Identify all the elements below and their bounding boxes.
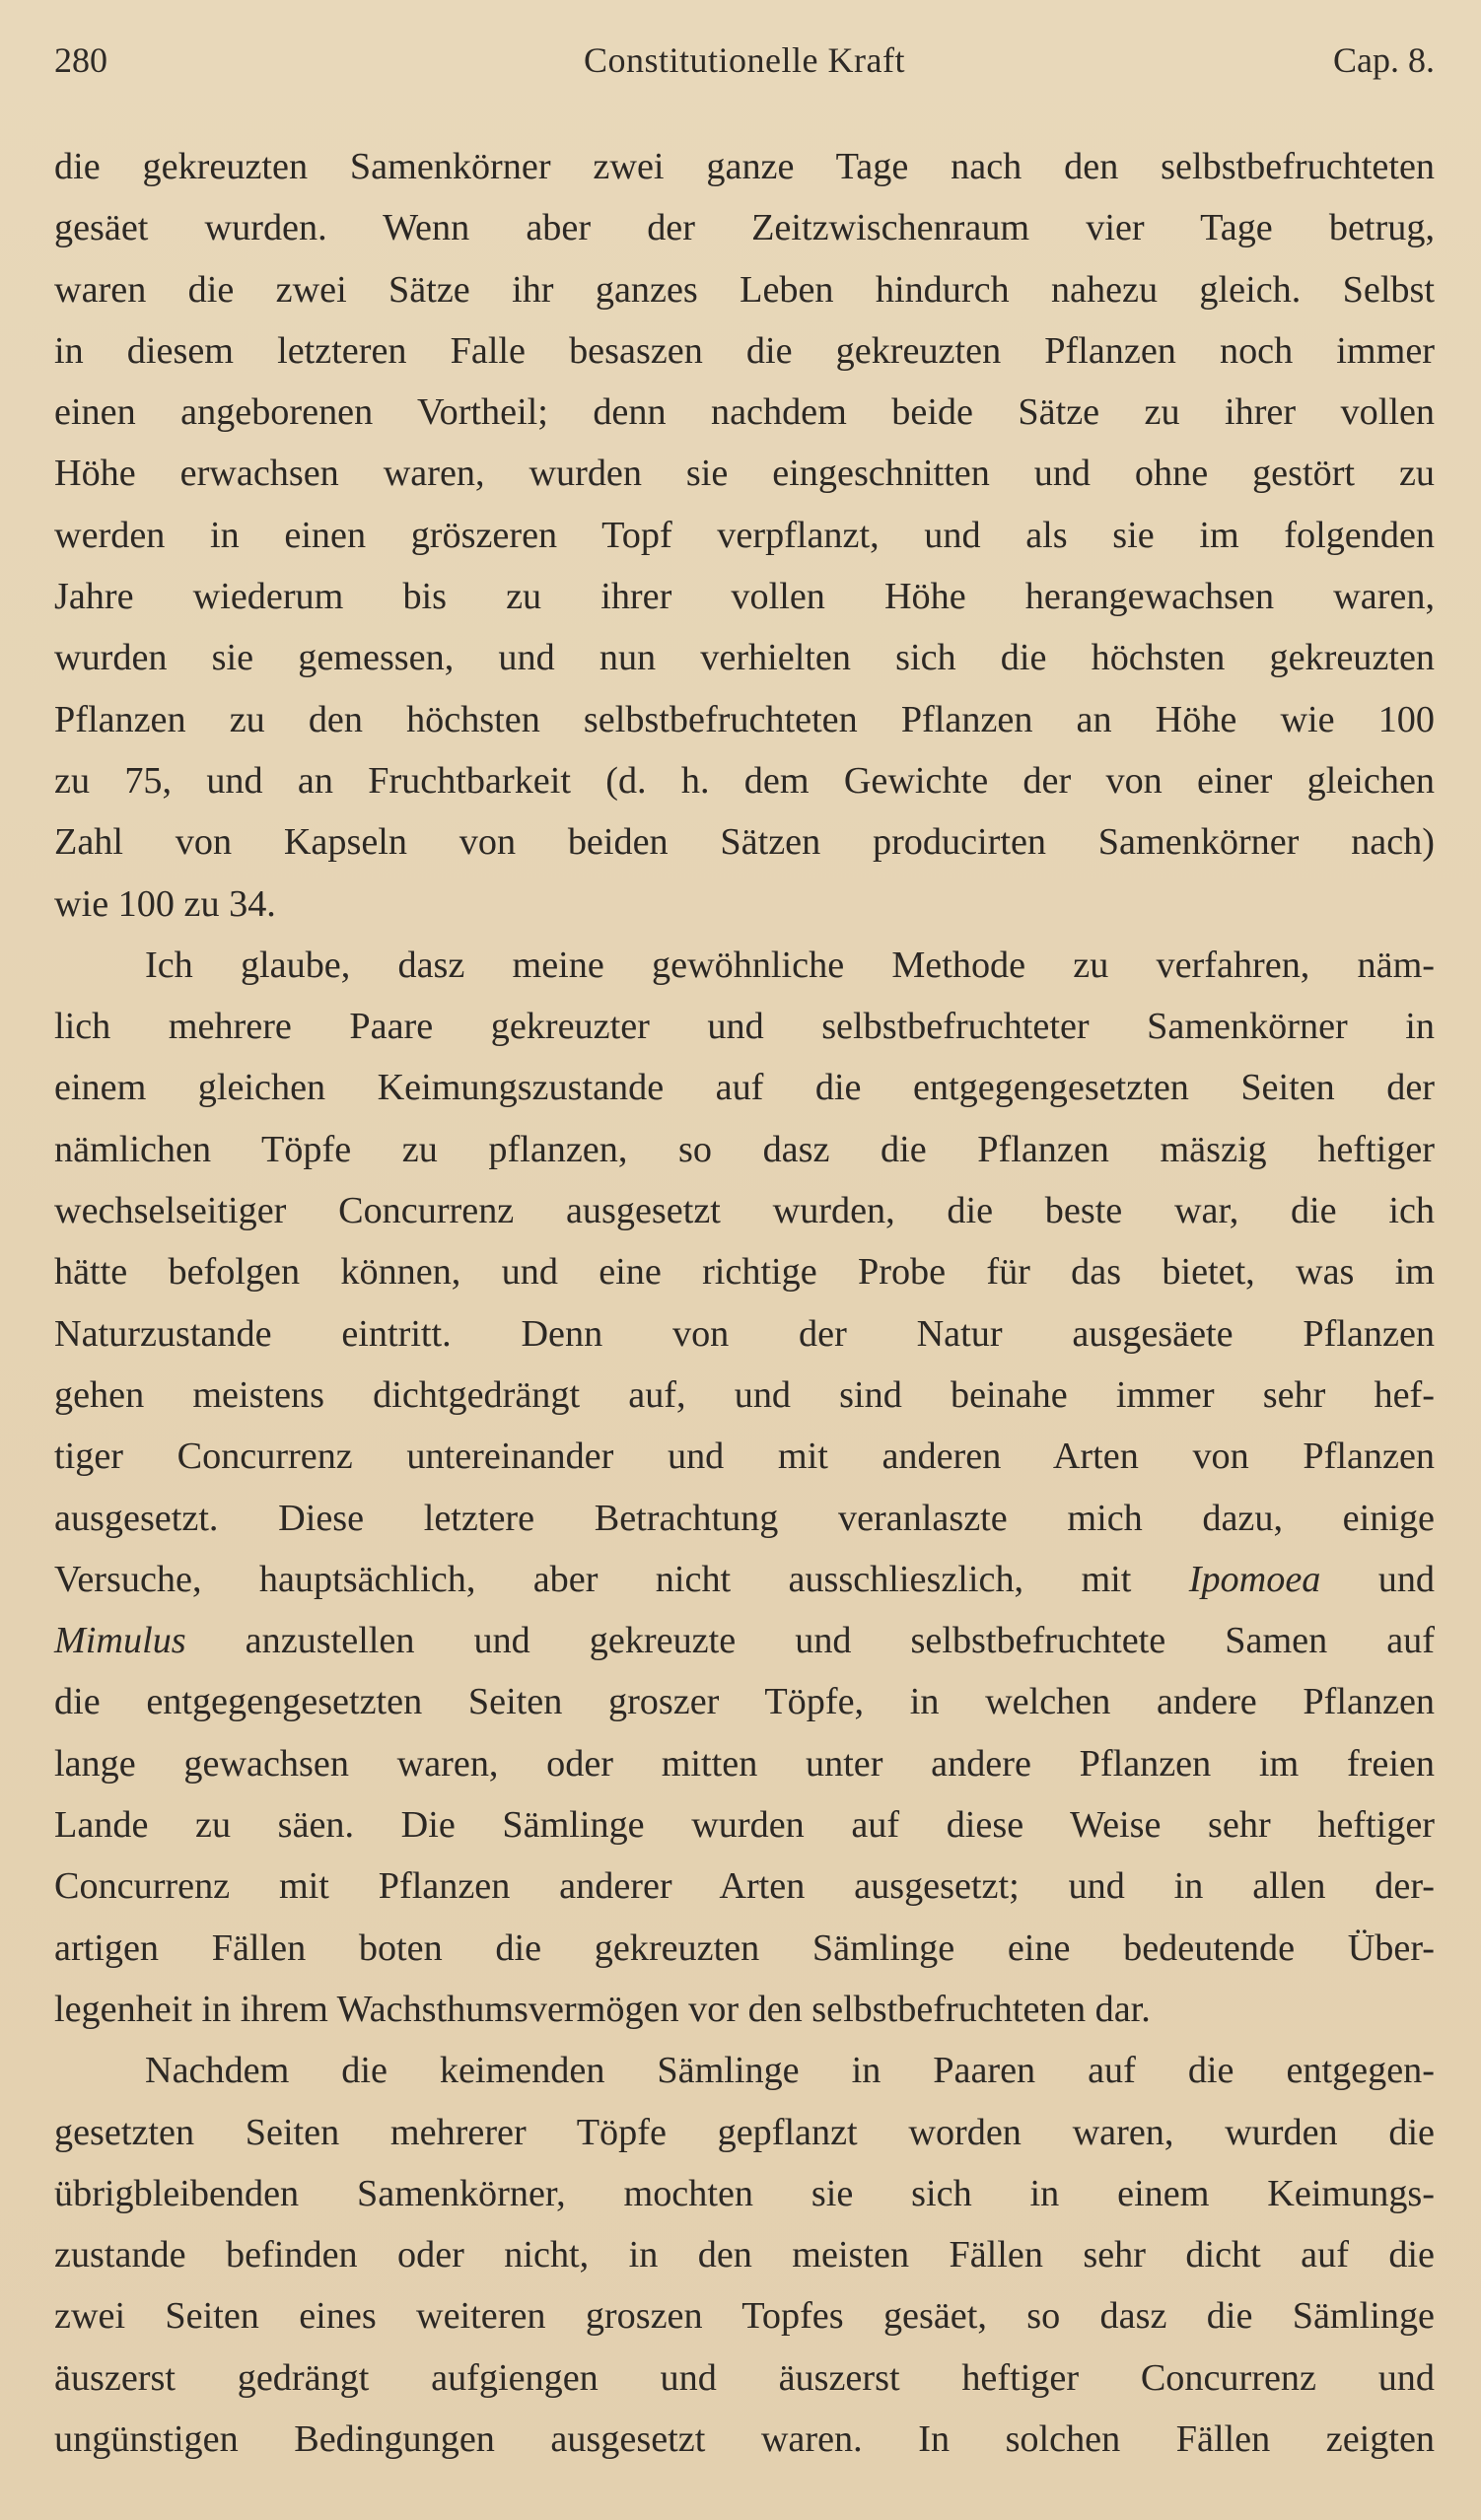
text-line: werden in einen gröszeren Topf verpflanzt, und als sie im folgenden xyxy=(54,514,1435,556)
text-line: ungünstigen Bedingungen ausgesetzt waren. In solchen Fällen zeigten xyxy=(54,2417,1435,2460)
text-line: Naturzustande eintritt. Denn von der Natur ausgesäete Pflanzen xyxy=(54,1312,1435,1355)
text-line: zu 75, und an Fruchtbarkeit (d. h. dem Gewichte der von einer gleichen xyxy=(54,759,1435,802)
body-text xyxy=(54,136,1435,2470)
text-line: hätte befolgen können, und eine richtige Probe für das bietet, was im xyxy=(54,1251,1435,1294)
text-line: tiger Concurrenz untereinander und mit anderen Arten von Pflanzen xyxy=(54,1435,1435,1478)
text-line: gesetzten Seiten mehrerer Töpfe gepflanzt worden waren, wurden die xyxy=(54,2111,1435,2153)
text-line-with-italic xyxy=(54,1610,1435,1671)
text-line: zustande befinden oder nicht, in den meisten Fällen sehr dicht auf die xyxy=(54,2234,1435,2276)
text-segment: und xyxy=(1320,1558,1436,1600)
paragraph-last-line: legenheit in ihrem Wachsthumsvermögen vor den selbstbefruchteten dar. xyxy=(54,1988,1151,2030)
running-title: Constitutionelle Kraft xyxy=(584,40,905,80)
text-line: Pflanzen zu den höchsten selbstbefruchteten Pflanzen an Höhe wie 100 xyxy=(54,698,1435,740)
text-line: äuszerst gedrängt aufgiengen und äuszerst heftiger Concurrenz und xyxy=(54,2356,1435,2399)
text-segment: Versuche, hauptsächlich, aber nicht ausschlieszlich, mit xyxy=(54,1558,1189,1600)
text-line: gehen meistens dichtgedrängt auf, und sind beinahe immer sehr hef- xyxy=(54,1373,1435,1416)
text-line: nämlichen Töpfe zu pflanzen, so dasz die Pflanzen mäszig heftiger xyxy=(54,1128,1435,1170)
text-line: wurden sie gemessen, und nun verhielten sich die höchsten gekreuzten xyxy=(54,637,1435,679)
text-line: die gekreuzten Samenkörner zwei ganze Tage nach den selbstbefruchteten xyxy=(54,146,1435,187)
text-line: Concurrenz mit Pflanzen anderer Arten ausgesetzt; und in allen der- xyxy=(54,1865,1435,1908)
text-line: Jahre wiederum bis zu ihrer vollen Höhe herangewachsen waren, xyxy=(54,576,1435,618)
text-line: zwei Seiten eines weiteren groszen Topfes gesäet, so dasz die Sämlinge xyxy=(54,2295,1435,2338)
paragraph-first-line: Ich glaube, dasz meine gewöhnliche Methode zu verfahren, näm- xyxy=(145,944,1435,986)
text-line: artigen Fällen boten die gekreuzten Sämlinge eine bedeutende Über- xyxy=(54,1926,1435,1969)
text-line: gesäet wurden. Wenn aber der Zeitzwischenraum vier Tage betrug, xyxy=(54,207,1435,249)
text-line-with-italic xyxy=(54,1549,1435,1610)
chapter-label: Cap. 8. xyxy=(1333,40,1435,80)
text-line: lich mehrere Paare gekreuzter und selbstbefruchteter Samenkörner in xyxy=(54,1006,1435,1048)
italic-genus-name: Mimulus xyxy=(54,1620,186,1662)
text-line: lange gewachsen waren, oder mitten unter andere Pflanzen im freien xyxy=(54,1742,1435,1785)
text-line: Zahl von Kapseln von beiden Sätzen producirten Samenkörner nach) xyxy=(54,821,1435,864)
text-line: die entgegengesetzten Seiten groszer Töpfe, in welchen andere Pflanzen xyxy=(54,1681,1435,1723)
text-line: Höhe erwachsen waren, wurden sie eingeschnitten und ohne gestört zu xyxy=(54,453,1435,495)
italic-genus-name: Ipomoea xyxy=(1188,1558,1321,1600)
text-line: übrigbleibenden Samenkörner, mochten sie sich in einem Keimungs- xyxy=(54,2172,1435,2214)
text-line: wechselseitiger Concurrenz ausgesetzt wurden, die beste war, die ich xyxy=(54,1190,1435,1232)
text-line: einem gleichen Keimungszustande auf die entgegengesetzten Seiten der xyxy=(54,1067,1435,1109)
paragraph-last-line: wie 100 zu 34. xyxy=(54,882,276,925)
text-line: in diesem letzteren Falle besaszen die gekreuzten Pflanzen noch immer xyxy=(54,329,1435,372)
text-segment: anzustellen und gekreuzte und selbstbefruchtete Samen auf xyxy=(185,1620,1435,1662)
text-line: ausgesetzt. Diese letztere Betrachtung veranlaszte mich dazu, einige xyxy=(54,1497,1435,1539)
text-line: Lande zu säen. Die Sämlinge wurden auf diese Weise sehr heftiger xyxy=(54,1804,1435,1847)
text-line: waren die zwei Sätze ihr ganzes Leben hindurch nahezu gleich. Selbst xyxy=(54,268,1435,311)
page-header xyxy=(54,39,1435,95)
text-line: einen angeborenen Vortheil; denn nachdem beide Sätze zu ihrer vollen xyxy=(54,391,1435,434)
page-number: 280 xyxy=(54,40,107,80)
paragraph-first-line: Nachdem die keimenden Sämlinge in Paaren auf die entgegen- xyxy=(145,2050,1435,2092)
